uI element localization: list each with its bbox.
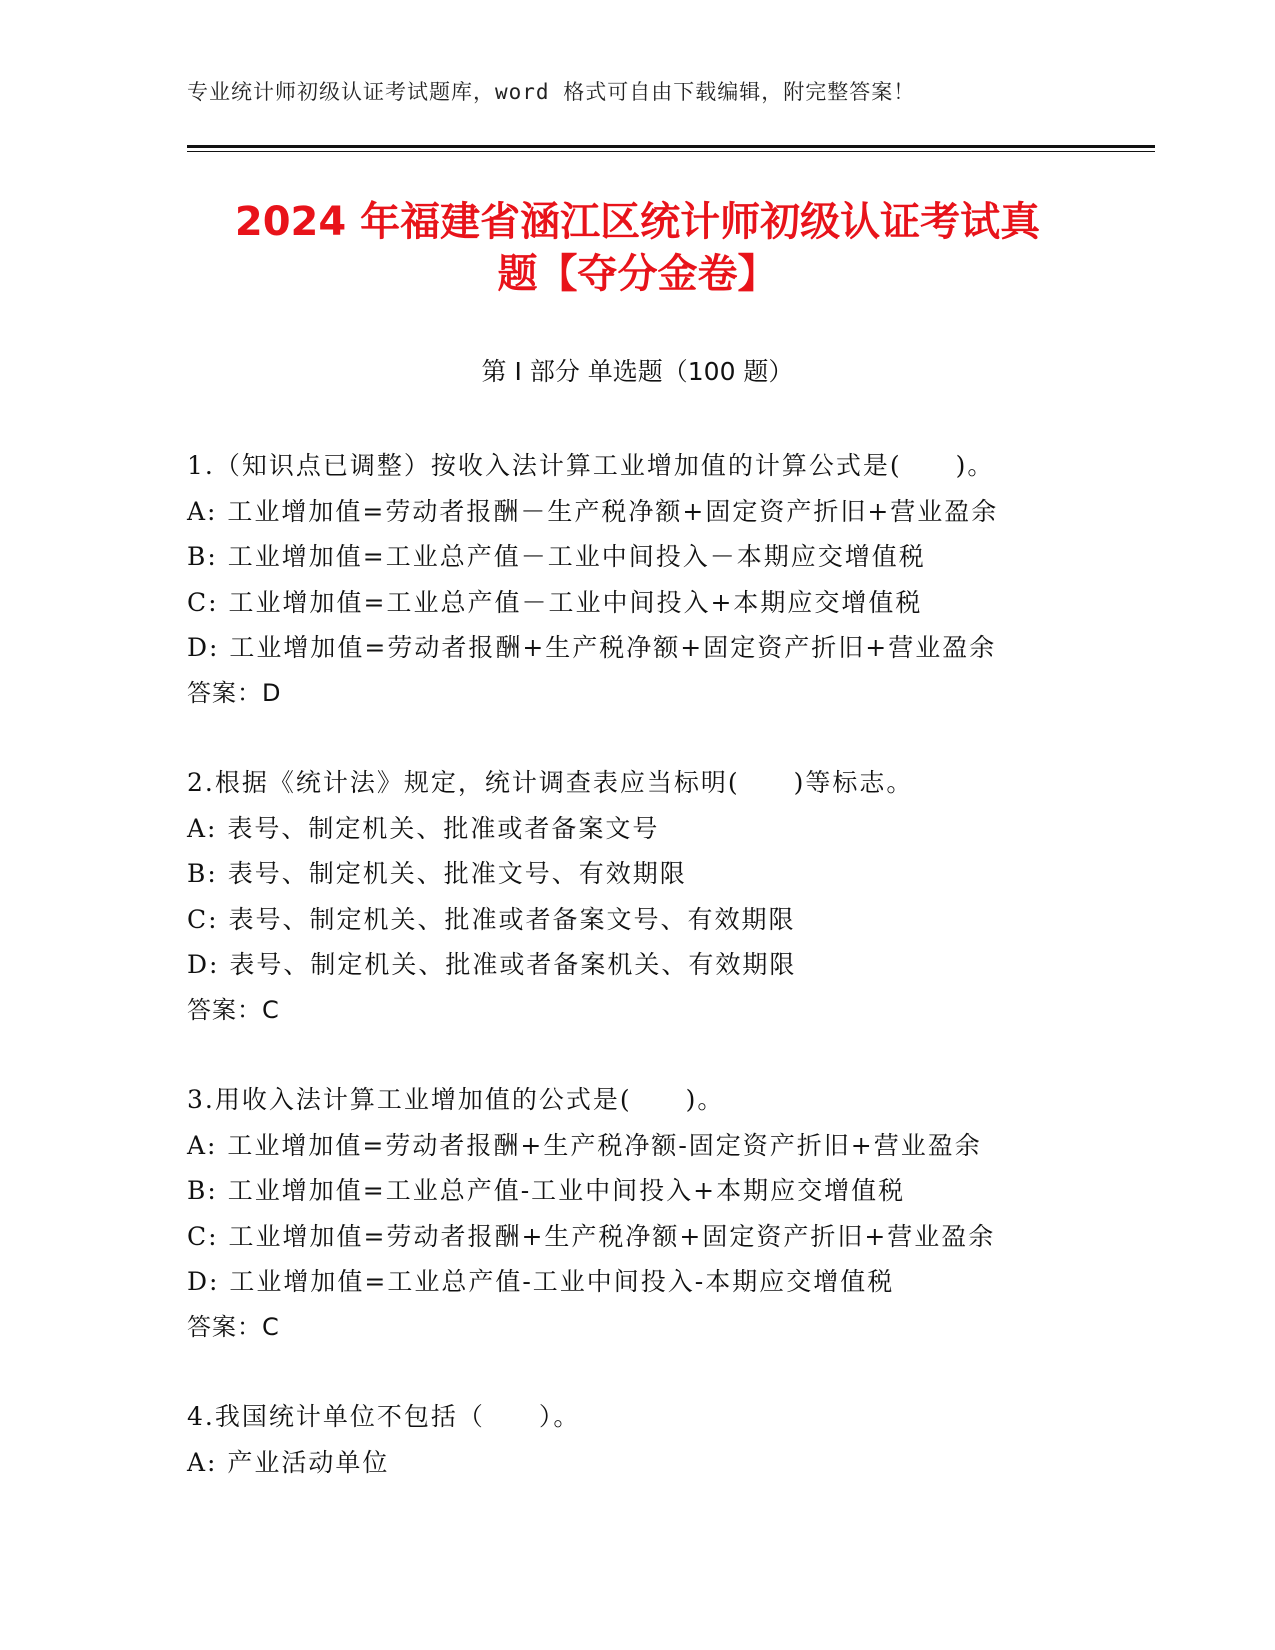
document-title-line-1: 2024 年福建省涵江区统计师初级认证考试真	[234, 199, 1041, 245]
answer-line: 答案：D	[187, 678, 282, 707]
option-d: D: 工业增加值=劳动者报酬+生产税净额+固定资产折旧+营业盈余	[187, 633, 997, 662]
option-c: C: 工业增加值=劳动者报酬+生产税净额+固定资产折旧+营业盈余	[187, 1221, 996, 1251]
option-b: B: 表号、制定机关、批准文号、有效期限	[187, 859, 687, 888]
question-1	[187, 443, 1147, 716]
question-list	[187, 443, 1147, 1529]
document-title	[160, 196, 1115, 300]
question-3	[187, 1077, 1147, 1350]
option-a: A: 工业增加值=劳动者报酬－生产税净额+固定资产折旧+营业盈余	[187, 496, 999, 526]
option-a: A: 工业增加值=劳动者报酬+生产税净额-固定资产折旧+营业盈余	[187, 1130, 982, 1160]
answer-line: 答案：C	[187, 995, 280, 1024]
question-stem: 2.根据《统计法》规定，统计调查表应当标明( )等标志。	[187, 768, 914, 797]
option-d: D: 表号、制定机关、批准或者备案机关、有效期限	[187, 950, 797, 979]
section-title: 第 I 部分 单选题（100 题）	[481, 357, 794, 386]
header-rule-thin	[187, 151, 1155, 152]
option-c: C: 表号、制定机关、批准或者备案文号、有效期限	[187, 904, 796, 934]
option-c: C: 工业增加值=工业总产值－工业中间投入+本期应交增值税	[187, 587, 923, 617]
question-stem: 3.用收入法计算工业增加值的公式是( )。	[187, 1085, 725, 1114]
option-b: B: 工业增加值=工业总产值-工业中间投入+本期应交增值税	[187, 1176, 906, 1205]
option-b: B: 工业增加值=工业总产值－工业中间投入－本期应交增值税	[187, 542, 926, 571]
option-a: A: 产业活动单位	[187, 1447, 390, 1477]
answer-line: 答案：C	[187, 1312, 280, 1341]
question-2	[187, 760, 1147, 1033]
page-header-text: 专业统计师初级认证考试题库，word 格式可自由下载编辑，附完整答案！	[187, 80, 916, 104]
question-stem: 1.（知识点已调整）按收入法计算工业增加值的计算公式是( )。	[187, 451, 995, 480]
question-stem: 4.我国统计单位不包括（ ）。	[187, 1402, 581, 1431]
question-4	[187, 1394, 1147, 1485]
option-d: D: 工业增加值=工业总产值-工业中间投入-本期应交增值税	[187, 1267, 895, 1296]
option-a: A: 表号、制定机关、批准或者备案文号	[187, 813, 660, 843]
header-rule-thick	[187, 145, 1155, 148]
document-title-line-2: 题【夺分金卷】	[497, 251, 778, 297]
